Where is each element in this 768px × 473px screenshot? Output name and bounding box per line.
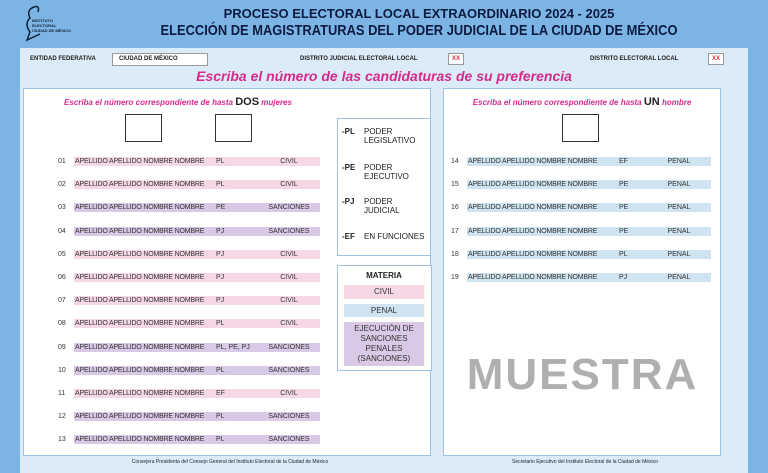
candidate-power: EF xyxy=(619,158,628,165)
candidate-name: APELLIDO APELLIDO NOMBRE NOMBRE xyxy=(468,181,598,189)
candidate-power: PL xyxy=(216,320,225,328)
candidate-row xyxy=(58,180,320,189)
distrito-electoral-field: XX xyxy=(708,53,724,65)
candidate-materia: SANCIONES xyxy=(268,204,310,212)
candidate-power: PL xyxy=(216,181,225,189)
legend-code: -PE xyxy=(342,163,356,172)
candidate-power: PJ xyxy=(216,250,225,258)
candidate-row xyxy=(58,366,320,375)
candidate-name: APELLIDO APELLIDO NOMBRE NOMBRE xyxy=(75,227,205,235)
candidate-number: 17 xyxy=(451,227,459,235)
candidate-name: APELLIDO APELLIDO NOMBRE NOMBRE xyxy=(75,158,205,165)
materia-penal: PENAL xyxy=(344,304,424,317)
candidate-number: 05 xyxy=(58,250,66,258)
candidate-number: 19 xyxy=(451,274,459,281)
candidate-name: APELLIDO APELLIDO NOMBRE NOMBRE xyxy=(75,343,205,351)
candidate-name: APELLIDO APELLIDO NOMBRE NOMBRE xyxy=(75,250,205,258)
vote-box-2[interactable] xyxy=(215,114,252,142)
candidate-number: 13 xyxy=(58,436,66,444)
candidate-materia: CIVIL xyxy=(280,158,298,165)
candidate-power: PL xyxy=(216,366,225,374)
candidate-row xyxy=(58,412,320,421)
signature-left: Consejera Presidenta del Consejo General del Instituto Electoral de la Ciudad de México xyxy=(131,459,329,465)
candidate-materia: CIVIL xyxy=(280,181,298,189)
title-line-1: PROCESO ELECTORAL LOCAL EXTRAORDINARIO 2024 - 2025 xyxy=(223,6,615,21)
candidate-power: PE xyxy=(216,204,226,212)
men-instruction: Escriba el número correspondiente de hasta UN hombre xyxy=(472,96,692,108)
distrito-electoral-label: DISTRITO ELECTORAL LOCAL xyxy=(590,56,679,62)
candidate-power: PJ xyxy=(216,297,225,305)
candidate-number: 07 xyxy=(58,297,66,305)
legend-text: PODER JUDICIAL xyxy=(364,197,400,215)
candidate-row xyxy=(58,203,320,212)
legend-code: -PL xyxy=(342,127,355,136)
legend-text: PODER LEGISLATIVO xyxy=(364,127,416,145)
candidate-power: EF xyxy=(216,390,225,397)
candidate-materia: PENAL xyxy=(667,250,691,258)
candidate-materia: CIVIL xyxy=(280,297,298,305)
candidate-number: 02 xyxy=(58,181,66,189)
candidate-number: 16 xyxy=(451,204,459,212)
candidate-materia: CIVIL xyxy=(280,250,298,258)
women-instruction: Escriba el número correspondiente de hasta DOS mujeres xyxy=(64,96,292,108)
candidate-power: PJ xyxy=(619,274,628,281)
candidate-row xyxy=(451,227,711,236)
candidate-name: APELLIDO APELLIDO NOMBRE NOMBRE xyxy=(75,366,205,374)
candidate-number: 04 xyxy=(58,227,66,235)
candidate-number: 08 xyxy=(58,320,66,328)
entidad-label: ENTIDAD FEDERATIVA xyxy=(30,56,96,62)
candidate-row xyxy=(58,319,320,328)
candidate-power: PL xyxy=(619,250,628,258)
vote-box-1[interactable] xyxy=(125,114,162,142)
materia-sanciones: EJECUCIÓN DE SANCIONES PENALES (SANCIONES) xyxy=(344,322,424,366)
candidate-power: PE xyxy=(619,204,629,212)
candidate-row xyxy=(451,157,711,166)
candidate-row xyxy=(451,250,711,259)
candidate-row xyxy=(58,435,320,444)
candidate-power: PL xyxy=(216,413,225,421)
candidate-row xyxy=(58,273,320,282)
candidate-name: APELLIDO APELLIDO NOMBRE NOMBRE xyxy=(75,436,205,444)
candidate-name: APELLIDO APELLIDO NOMBRE NOMBRE xyxy=(75,413,205,421)
candidate-name: APELLIDO APELLIDO NOMBRE NOMBRE xyxy=(75,320,205,328)
candidate-number: 06 xyxy=(58,274,66,281)
men-candidates-card xyxy=(443,88,721,456)
candidate-number: 15 xyxy=(451,181,459,189)
candidate-materia: CIVIL xyxy=(280,274,298,281)
candidate-power: PJ xyxy=(216,227,225,235)
legend-code: -PJ xyxy=(342,197,355,206)
iecm-logo: INSTITUTO ELECTORAL CIUDAD DE MÉXICO xyxy=(20,4,70,44)
candidate-power: PJ xyxy=(216,274,225,281)
candidate-materia: SANCIONES xyxy=(268,413,310,421)
materia-title: MATERIA xyxy=(366,271,402,280)
candidate-number: 12 xyxy=(58,413,66,421)
candidate-number: 03 xyxy=(58,204,66,212)
candidate-materia: SANCIONES xyxy=(268,436,310,444)
candidate-materia: SANCIONES xyxy=(268,343,310,351)
legend-code: -EF xyxy=(342,232,355,241)
candidate-power: PE xyxy=(619,227,629,235)
candidate-number: 09 xyxy=(58,343,66,351)
candidate-number: 11 xyxy=(58,390,66,397)
distrito-judicial-field: XX xyxy=(448,53,464,65)
materia-civil: CIVIL xyxy=(344,285,424,299)
candidate-name: APELLIDO APELLIDO NOMBRE NOMBRE xyxy=(75,181,205,189)
candidate-name: APELLIDO APELLIDO NOMBRE NOMBRE xyxy=(75,204,205,212)
signature-right: Secretario Ejecutivo del Instituto Electoral de la Ciudad de México xyxy=(512,459,658,465)
title-line-2: ELECCIÓN DE MAGISTRATURAS DEL PODER JUDICIAL DE LA CIUDAD DE MÉXICO xyxy=(160,22,678,39)
candidate-materia: SANCIONES xyxy=(268,227,310,235)
candidate-materia: PENAL xyxy=(667,227,691,235)
candidate-row xyxy=(451,203,711,212)
entidad-field: CIUDAD DE MÉXICO xyxy=(112,53,208,66)
candidate-power: PL xyxy=(216,436,225,444)
vote-box-3[interactable] xyxy=(562,114,599,142)
candidate-row xyxy=(451,273,711,282)
candidate-row xyxy=(58,157,320,166)
instruction-heading: Escriba el número de las candidaturas de su preferencia xyxy=(196,68,572,84)
candidate-name: APELLIDO APELLIDO NOMBRE NOMBRE xyxy=(468,250,598,258)
candidate-materia: PENAL xyxy=(667,181,691,189)
candidate-power: PL, PE, PJ xyxy=(216,343,250,351)
candidate-materia: PENAL xyxy=(667,158,691,165)
candidate-power: PL xyxy=(216,158,225,165)
legend-text: EN FUNCIONES xyxy=(364,232,425,241)
candidate-number: 10 xyxy=(58,366,66,374)
candidate-power: PE xyxy=(619,181,629,189)
watermark: MUESTRA xyxy=(466,350,699,399)
candidate-name: APELLIDO APELLIDO NOMBRE NOMBRE xyxy=(468,274,598,281)
candidate-number: 01 xyxy=(58,158,66,165)
candidate-materia: PENAL xyxy=(667,204,691,212)
candidate-materia: CIVIL xyxy=(280,320,298,328)
candidate-row xyxy=(451,180,711,189)
candidate-name: APELLIDO APELLIDO NOMBRE NOMBRE xyxy=(468,158,598,165)
candidate-materia: CIVIL xyxy=(280,390,298,397)
candidate-name: APELLIDO APELLIDO NOMBRE NOMBRE xyxy=(75,390,205,397)
candidate-row xyxy=(58,343,320,352)
candidate-name: APELLIDO APELLIDO NOMBRE NOMBRE xyxy=(468,227,598,235)
candidate-number: 14 xyxy=(451,158,459,165)
candidate-materia: SANCIONES xyxy=(268,366,310,374)
candidate-row xyxy=(58,227,320,236)
candidate-materia: PENAL xyxy=(667,274,691,281)
legend-text: PODER EJECUTIVO xyxy=(364,163,409,181)
candidate-name: APELLIDO APELLIDO NOMBRE NOMBRE xyxy=(75,274,205,281)
candidate-name: APELLIDO APELLIDO NOMBRE NOMBRE xyxy=(75,297,205,305)
candidate-row xyxy=(58,250,320,259)
distrito-judicial-label: DISTRITO JUDICIAL ELECTORAL LOCAL xyxy=(300,56,418,62)
candidate-row xyxy=(58,296,320,305)
candidate-name: APELLIDO APELLIDO NOMBRE NOMBRE xyxy=(468,204,598,212)
candidate-number: 18 xyxy=(451,250,459,258)
candidate-row xyxy=(58,389,320,398)
